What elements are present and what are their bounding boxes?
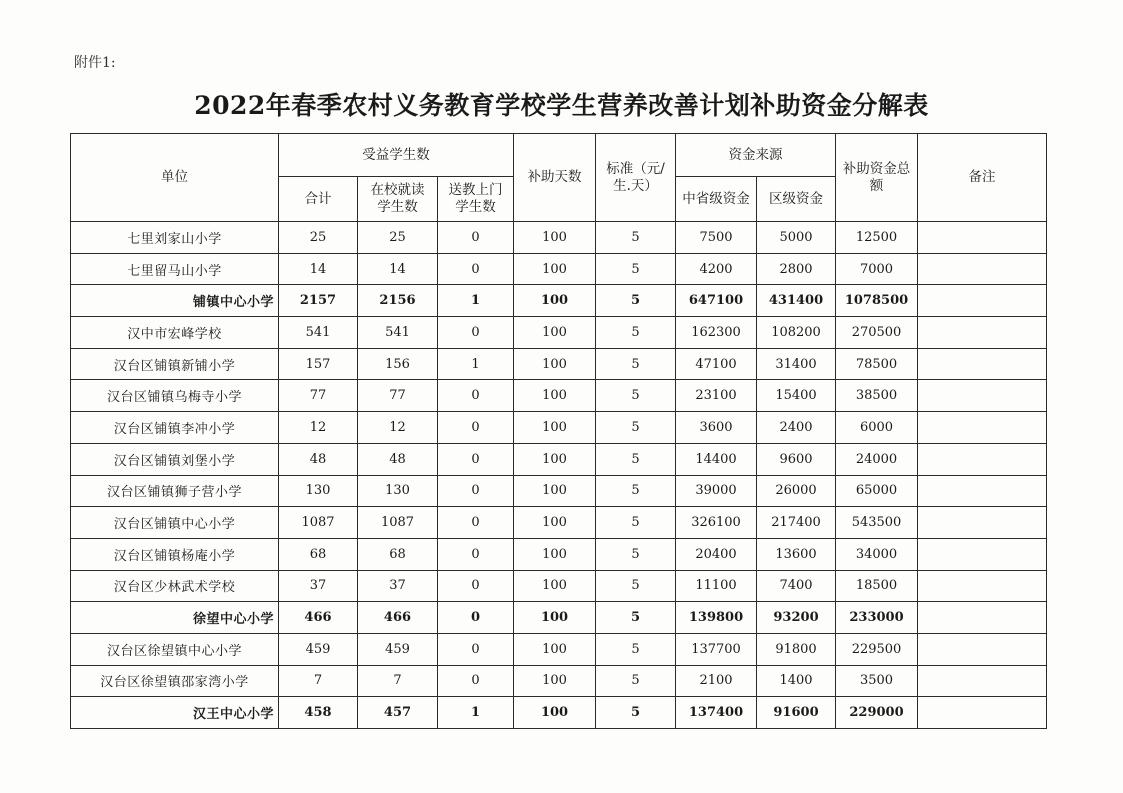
cell-provincial-funds: 39000 [676,475,757,507]
cell-total-students: 68 [279,538,358,570]
subtotal-row [71,285,1047,317]
cell-provincial-funds: 647100 [676,285,757,317]
cell-days: 100 [514,538,596,570]
cell-standard: 5 [596,253,676,285]
header-in-school: 在校就读学生数 [358,177,438,222]
cell-days: 100 [514,507,596,539]
cell-total-students: 25 [279,222,358,254]
table-row [71,380,1047,412]
cell-provincial-funds: 139800 [676,602,757,634]
document-title: 2022年春季农村义务教育学校学生营养改善计划补助资金分解表 [194,91,929,120]
cell-provincial-funds: 137400 [676,697,757,729]
cell-district-funds: 93200 [757,602,836,634]
cell-provincial-funds: 11100 [676,570,757,602]
cell-district-funds: 217400 [757,507,836,539]
cell-total-amount: 7000 [836,253,918,285]
cell-remarks [918,348,1047,380]
cell-days: 100 [514,380,596,412]
header-beneficiary-students: 受益学生数 [279,134,514,177]
cell-unit: 汉台区少林武术学校 [71,570,279,602]
cell-home-delivery: 0 [438,507,514,539]
cell-total-students: 12 [279,412,358,444]
cell-remarks [918,538,1047,570]
cell-remarks [918,253,1047,285]
header-subsidy-days: 补助天数 [514,134,596,222]
cell-remarks [918,602,1047,634]
cell-total-amount: 65000 [836,475,918,507]
header-total-amount: 补助资金总额 [836,134,918,222]
table-row [71,222,1047,254]
attachment-label: 附件1: [74,55,116,71]
cell-total-students: 14 [279,253,358,285]
cell-remarks [918,317,1047,349]
cell-provincial-funds: 47100 [676,348,757,380]
cell-total-amount: 233000 [836,602,918,634]
cell-provincial-funds: 162300 [676,317,757,349]
cell-total-amount: 6000 [836,412,918,444]
cell-standard: 5 [596,633,676,665]
cell-home-delivery: 0 [438,570,514,602]
cell-provincial-funds: 137700 [676,633,757,665]
cell-in-school: 25 [358,222,438,254]
cell-in-school: 12 [358,412,438,444]
cell-days: 100 [514,665,596,697]
cell-district-funds: 15400 [757,380,836,412]
table-row [71,253,1047,285]
cell-total-students: 130 [279,475,358,507]
cell-total-students: 458 [279,697,358,729]
cell-in-school: 7 [358,665,438,697]
header-remarks: 备注 [918,134,1047,222]
cell-standard: 5 [596,570,676,602]
header-unit: 单位 [71,134,279,222]
cell-total-students: 459 [279,633,358,665]
cell-unit: 汉台区徐望镇邵家湾小学 [71,665,279,697]
cell-total-amount: 18500 [836,570,918,602]
cell-total-amount: 12500 [836,222,918,254]
cell-provincial-funds: 326100 [676,507,757,539]
cell-unit: 汉台区铺镇新铺小学 [71,348,279,380]
cell-in-school: 457 [358,697,438,729]
cell-standard: 5 [596,348,676,380]
cell-home-delivery: 1 [438,348,514,380]
cell-district-funds: 2400 [757,412,836,444]
table-row [71,538,1047,570]
table-row [71,633,1047,665]
cell-home-delivery: 0 [438,317,514,349]
cell-remarks [918,285,1047,317]
cell-provincial-funds: 4200 [676,253,757,285]
cell-provincial-funds: 3600 [676,412,757,444]
subsidy-table [70,133,1047,729]
cell-standard: 5 [596,507,676,539]
cell-unit: 七里刘家山小学 [71,222,279,254]
cell-district-funds: 7400 [757,570,836,602]
cell-district-funds: 31400 [757,348,836,380]
cell-provincial-funds: 20400 [676,538,757,570]
cell-unit: 汉中市宏峰学校 [71,317,279,349]
cell-home-delivery: 1 [438,285,514,317]
cell-total-students: 157 [279,348,358,380]
cell-standard: 5 [596,380,676,412]
cell-total-amount: 3500 [836,665,918,697]
cell-in-school: 466 [358,602,438,634]
cell-days: 100 [514,633,596,665]
cell-in-school: 37 [358,570,438,602]
cell-remarks [918,507,1047,539]
cell-total-students: 48 [279,443,358,475]
cell-provincial-funds: 14400 [676,443,757,475]
cell-remarks [918,443,1047,475]
cell-days: 100 [514,253,596,285]
header-provincial-funds: 中省级资金 [676,177,757,222]
cell-district-funds: 26000 [757,475,836,507]
cell-in-school: 156 [358,348,438,380]
cell-total-amount: 24000 [836,443,918,475]
header-home-delivery: 送教上门学生数 [438,177,514,222]
cell-days: 100 [514,570,596,602]
cell-days: 100 [514,412,596,444]
cell-standard: 5 [596,538,676,570]
cell-unit: 汉台区铺镇狮子营小学 [71,475,279,507]
cell-district-funds: 91800 [757,633,836,665]
cell-unit: 汉台区徐望镇中心小学 [71,633,279,665]
cell-provincial-funds: 23100 [676,380,757,412]
cell-home-delivery: 0 [438,253,514,285]
cell-total-students: 37 [279,570,358,602]
cell-unit: 铺镇中心小学 [71,285,279,317]
cell-remarks [918,665,1047,697]
cell-home-delivery: 0 [438,443,514,475]
cell-in-school: 130 [358,475,438,507]
cell-in-school: 541 [358,317,438,349]
cell-in-school: 77 [358,380,438,412]
cell-district-funds: 91600 [757,697,836,729]
cell-home-delivery: 0 [438,412,514,444]
cell-unit: 汉王中心小学 [71,697,279,729]
cell-total-amount: 270500 [836,317,918,349]
cell-total-students: 77 [279,380,358,412]
cell-total-amount: 543500 [836,507,918,539]
table-row [71,570,1047,602]
cell-days: 100 [514,222,596,254]
cell-home-delivery: 0 [438,475,514,507]
table-row [71,348,1047,380]
cell-district-funds: 9600 [757,443,836,475]
cell-unit: 七里留马山小学 [71,253,279,285]
cell-total-amount: 38500 [836,380,918,412]
cell-district-funds: 1400 [757,665,836,697]
cell-home-delivery: 0 [438,222,514,254]
cell-unit: 汉台区铺镇中心小学 [71,507,279,539]
cell-in-school: 14 [358,253,438,285]
cell-total-students: 541 [279,317,358,349]
cell-in-school: 68 [358,538,438,570]
cell-unit: 汉台区铺镇刘堡小学 [71,443,279,475]
cell-days: 100 [514,348,596,380]
cell-days: 100 [514,443,596,475]
cell-unit: 徐望中心小学 [71,602,279,634]
cell-total-amount: 78500 [836,348,918,380]
cell-district-funds: 5000 [757,222,836,254]
header-funding-source: 资金来源 [676,134,836,177]
cell-district-funds: 108200 [757,317,836,349]
cell-standard: 5 [596,602,676,634]
cell-district-funds: 431400 [757,285,836,317]
cell-in-school: 2156 [358,285,438,317]
cell-total-amount: 1078500 [836,285,918,317]
cell-remarks [918,380,1047,412]
cell-days: 100 [514,475,596,507]
cell-total-amount: 34000 [836,538,918,570]
cell-standard: 5 [596,285,676,317]
cell-remarks [918,570,1047,602]
table-row [71,475,1047,507]
cell-total-amount: 229000 [836,697,918,729]
cell-remarks [918,697,1047,729]
table-row [71,665,1047,697]
cell-total-amount: 229500 [836,633,918,665]
cell-home-delivery: 0 [438,665,514,697]
cell-unit: 汉台区铺镇乌梅寺小学 [71,380,279,412]
header-total-students: 合计 [279,177,358,222]
cell-standard: 5 [596,412,676,444]
table-row [71,507,1047,539]
cell-in-school: 48 [358,443,438,475]
cell-total-students: 7 [279,665,358,697]
table-row [71,443,1047,475]
subtotal-row [71,602,1047,634]
subtotal-row [71,697,1047,729]
cell-provincial-funds: 2100 [676,665,757,697]
table-row [71,317,1047,349]
cell-home-delivery: 0 [438,380,514,412]
cell-remarks [918,412,1047,444]
table-row [71,412,1047,444]
cell-unit: 汉台区铺镇杨庵小学 [71,538,279,570]
header-standard: 标准（元/生.天） [596,134,676,222]
header-district-funds: 区级资金 [757,177,836,222]
cell-in-school: 1087 [358,507,438,539]
cell-remarks [918,633,1047,665]
cell-total-students: 466 [279,602,358,634]
cell-standard: 5 [596,443,676,475]
cell-standard: 5 [596,222,676,254]
cell-home-delivery: 0 [438,633,514,665]
cell-provincial-funds: 7500 [676,222,757,254]
cell-standard: 5 [596,317,676,349]
cell-days: 100 [514,317,596,349]
cell-days: 100 [514,697,596,729]
cell-home-delivery: 1 [438,697,514,729]
cell-in-school: 459 [358,633,438,665]
cell-district-funds: 2800 [757,253,836,285]
cell-days: 100 [514,602,596,634]
cell-standard: 5 [596,697,676,729]
cell-standard: 5 [596,475,676,507]
cell-remarks [918,222,1047,254]
cell-remarks [918,475,1047,507]
cell-home-delivery: 0 [438,538,514,570]
cell-standard: 5 [596,665,676,697]
cell-total-students: 1087 [279,507,358,539]
cell-days: 100 [514,285,596,317]
cell-district-funds: 13600 [757,538,836,570]
cell-total-students: 2157 [279,285,358,317]
cell-home-delivery: 0 [438,602,514,634]
cell-unit: 汉台区铺镇李冲小学 [71,412,279,444]
